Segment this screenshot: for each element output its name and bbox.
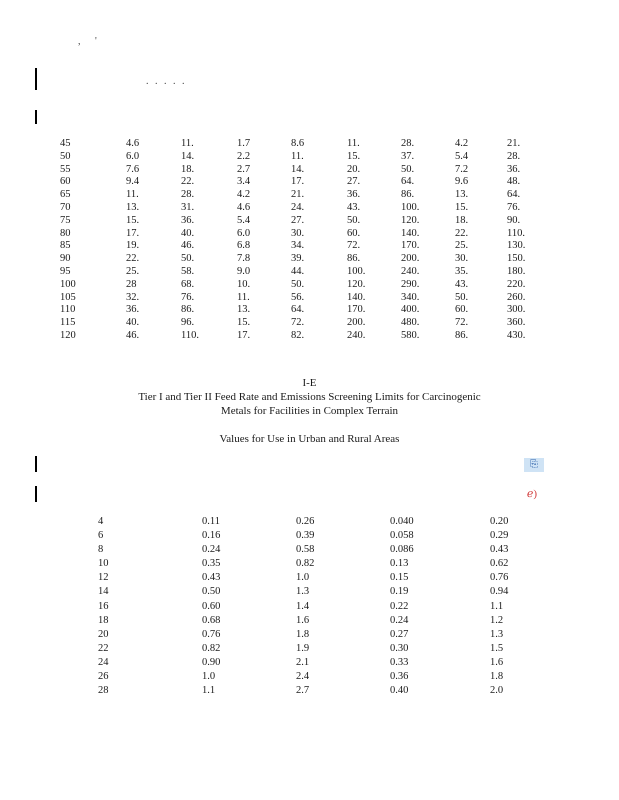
table-cell: 0.43 [490,544,509,556]
table-cell: 30. [291,227,305,239]
table-cell: 0.76 [490,572,509,584]
table-cell: 2.7 [296,685,310,697]
table-cell: 1.1 [490,600,504,612]
table-cell: 4.6 [126,138,140,149]
table-cell: 76. [181,291,195,303]
table-cell: 60 [60,176,71,188]
table-cell: 10 [98,558,109,570]
table-cell: 115 [60,317,76,329]
table-row [98,543,540,557]
table-cell: 6 [98,530,104,542]
table-cell: 1.3 [296,586,310,598]
table-row [60,202,547,215]
header-specks: . . . . . [146,76,187,87]
table-cell: 14 [98,586,109,598]
table-cell: 48. [507,176,521,188]
table-cell: 580. [401,329,420,341]
table-cell: 180. [507,265,526,277]
table-cell: 2.7 [237,163,251,175]
table-cell: 200. [401,253,420,265]
table-cell: 1.0 [296,572,310,584]
table-cell: 27. [347,176,361,188]
table-cell: 0.30 [390,642,409,654]
table-cell: 18. [455,214,469,226]
table-cell: 72. [347,240,361,252]
table-cell: 0.24 [202,544,221,556]
table-row [98,684,540,698]
table-cell: 64. [401,176,415,188]
table-cell: 0.13 [390,558,409,570]
table-cell: 24. [291,201,305,213]
table-cell: 11. [237,291,250,303]
table-cell: 64. [291,304,305,316]
table-cell: 8 [98,544,104,556]
table-cell: 0.040 [390,516,414,527]
table-cell: 30. [455,253,469,265]
table-cell: 13. [455,189,469,201]
table-row [60,138,547,151]
change-bar [35,456,37,472]
table-cell: 18 [98,614,109,626]
table-cell: 15. [455,201,469,213]
table-label: I-E [302,377,317,389]
table-cell: 25. [455,240,469,252]
table-row [60,228,547,241]
table-cell: 22. [181,176,195,188]
table-cell: 72. [455,317,469,329]
table-cell: 2.4 [296,671,310,683]
table-cell: 18. [181,163,195,175]
table-cell: 14. [181,150,195,162]
table-cell: 28 [126,278,137,290]
table-row [60,330,547,343]
table-cell: 31. [181,201,195,213]
table-cell: 0.19 [390,586,409,598]
bookmark-icon[interactable]: ⎘ [524,458,544,472]
table-cell: 20 [98,628,109,640]
table-row [98,642,540,656]
table-cell: 140. [347,291,366,303]
table-row [60,253,547,266]
table-cell: 0.29 [490,530,509,542]
table-cell: 86. [181,304,195,316]
table-cell: 0.62 [490,558,509,570]
table-cell: 9.4 [126,176,140,188]
table-cell: 26 [98,671,109,683]
table-row [98,557,540,571]
table-cell: 17. [291,176,305,188]
table-cell: 40. [126,317,140,329]
table-cell: 50. [181,253,195,265]
table-cell: 0.35 [202,558,221,570]
table-row [98,656,540,670]
table-cell: 200. [347,317,366,329]
table-row [98,529,540,543]
table-cell: 0.60 [202,600,221,612]
table-cell: 4.2 [455,138,469,149]
change-bar [35,110,37,124]
table-cell: 4 [98,516,104,527]
table-cell: 45 [60,138,71,149]
table-title-line2: Metals for Facilities in Complex Terrain [220,405,399,417]
table-cell: 9.0 [237,265,251,277]
table-cell: 28 [98,685,109,697]
table-cell: 96. [181,317,195,329]
table-cell: 36. [126,304,140,316]
table-cell: 60. [455,304,469,316]
table-cell: 55 [60,163,71,175]
table-cell: 1.4 [296,600,310,612]
table-cell: 50 [60,150,71,162]
table-cell: 110. [507,227,525,239]
table-cell: 11. [291,150,304,162]
table-title-line1: Tier I and Tier II Feed Rate and Emissions Screening Limits for Carcinogenic [138,391,481,403]
table-cell: 11. [181,138,194,149]
table-cell: 20. [347,163,361,175]
table-cell: 3.4 [237,176,251,188]
header-specks: , ' [78,36,103,47]
table-cell: 15. [237,317,251,329]
table-row [98,614,540,628]
table-row [60,292,547,305]
table-cell: 170. [401,240,420,252]
table-cell: 90 [60,253,71,265]
table-cell: 25. [126,265,140,277]
table-cell: 130. [507,240,526,252]
table-cell: 0.15 [390,572,409,584]
table-cell: 43. [455,278,469,290]
table-cell: 5.4 [237,214,251,226]
table-cell: 21. [291,189,305,201]
table-cell: 13. [126,201,140,213]
table-cell: 15. [347,150,361,162]
table-cell: 43. [347,201,361,213]
table-cell: 0.20 [490,516,509,527]
table-cell: 32. [126,291,140,303]
table-cell: 6.0 [126,150,140,162]
table-cell: 340. [401,291,420,303]
table-cell: 46. [181,240,195,252]
table-cell: 85 [60,240,71,252]
table-cell: 0.94 [490,586,509,598]
table-cell: 100. [401,201,420,213]
table-cell: 86. [347,253,361,265]
table-cell: 0.76 [202,628,221,640]
table-row [98,670,540,684]
table-cell: 46. [126,329,140,341]
table-cell: 50. [291,278,305,290]
table-row [60,151,547,164]
table-cell: 10. [237,278,251,290]
table-cell: 2.2 [237,150,251,162]
table-cell: 28. [507,150,521,162]
table-cell: 35. [455,265,469,277]
table-cell: 22. [455,227,469,239]
table-row [60,176,547,189]
table-cell: 76. [507,201,521,213]
table-row [60,164,547,177]
table-cell: 4.2 [237,189,251,201]
table-row [60,189,547,202]
table-cell: 260. [507,291,526,303]
table-cell: 40. [181,227,195,239]
table-row [60,304,547,317]
table-cell: 65 [60,189,71,201]
table-cell: 0.24 [390,614,409,626]
table-cell: 11. [347,138,360,149]
table-cell: 6.8 [237,240,251,252]
table-cell: 50. [401,163,415,175]
table-cell: 400. [401,304,420,316]
table-cell: 1.9 [296,642,310,654]
table-cell: 7.6 [126,163,140,175]
table-row [60,317,547,330]
table-cell: 7.8 [237,253,251,265]
table-cell: 86. [455,329,469,341]
table-cell: 7.2 [455,163,469,175]
table-cell: 0.82 [202,642,221,654]
table-row [98,571,540,585]
table-cell: 44. [291,265,305,277]
feed-rate-table-flat-terrain [60,138,547,343]
table-cell: 15. [126,214,140,226]
table-cell: 24 [98,656,109,668]
table-cell: 2.0 [490,685,504,697]
table-cell: 8.6 [291,138,305,149]
table-cell: 95 [60,265,71,277]
table-cell: 360. [507,317,526,329]
table-cell: 0.39 [296,530,315,542]
table-cell: 50. [347,214,361,226]
table-cell: 68. [181,278,195,290]
table-cell: 90. [507,214,521,226]
table-cell: 5.4 [455,150,469,162]
table-cell: 300. [507,304,526,316]
table-cell: 27. [291,214,305,226]
table-cell: 58. [181,265,195,277]
table-cell: 240. [347,329,366,341]
table-cell: 39. [291,253,305,265]
table-cell: 220. [507,278,526,290]
table-cell: 120. [347,278,366,290]
table-cell: 1.3 [490,628,504,640]
table-cell: 100 [60,278,76,290]
table-cell: 105 [60,291,76,303]
table-cell: 50. [455,291,469,303]
table-cell: 290. [401,278,420,290]
table-cell: 56. [291,291,305,303]
table-cell: 36. [347,189,361,201]
table-cell: 82. [291,329,305,341]
table-cell: 1.7 [237,138,251,149]
table-cell: 0.36 [390,671,409,683]
table-cell: 17. [237,329,251,341]
change-bar [35,486,37,502]
table-cell: 4.6 [237,201,251,213]
table-row [60,266,547,279]
table-cell: 0.16 [202,530,221,542]
table-cell: 12 [98,572,109,584]
table-cell: 60. [347,227,361,239]
table-cell: 19. [126,240,140,252]
table-cell: 1.6 [296,614,310,626]
table-cell: 1.0 [202,671,216,683]
table-cell: 28. [181,189,195,201]
table-cell: 110. [181,329,199,341]
table-cell: 0.22 [390,600,409,612]
table-row [98,628,540,642]
table-cell: 13. [237,304,251,316]
table-cell: 0.33 [390,656,409,668]
table-cell: 120 [60,329,76,341]
table-cell: 16 [98,600,109,612]
table-cell: 22 [98,642,109,654]
table-row [60,215,547,228]
table-cell: 0.058 [390,530,414,542]
table-cell: 6.0 [237,227,251,239]
table-cell: 86. [401,189,415,201]
table-cell: 100. [347,265,366,277]
table-cell: 0.82 [296,558,315,570]
table-cell: 0.27 [390,628,409,640]
table-cell: 480. [401,317,420,329]
table-cell: 0.11 [202,516,220,527]
table-cell: 34. [291,240,305,252]
table-cell: 2.1 [296,656,310,668]
table-cell: 75 [60,214,71,226]
table-cell: 170. [347,304,366,316]
table-cell: 1.8 [296,628,310,640]
table-row [98,600,540,614]
table-cell: 0.40 [390,685,409,697]
table-row [98,515,540,529]
table-cell: 0.086 [390,544,414,556]
table-cell: 80 [60,227,71,239]
table-cell: 1.2 [490,614,504,626]
table-cell: 150. [507,253,526,265]
table-row [60,240,547,253]
table-cell: 64. [507,189,521,201]
table-row [98,585,540,599]
table-cell: 28. [401,138,415,149]
comment-icon[interactable]: ℯ) [526,488,538,500]
table-row [60,279,547,292]
table-cell: 0.90 [202,656,221,668]
table-cell: 0.26 [296,516,315,527]
table-cell: 240. [401,265,420,277]
table-cell: 120. [401,214,420,226]
table-cell: 37. [401,150,415,162]
feed-rate-table-complex-terrain [98,515,540,698]
table-cell: 0.58 [296,544,315,556]
table-cell: 72. [291,317,305,329]
table-cell: 430. [507,329,526,341]
table-subtitle: Values for Use in Urban and Rural Areas [219,433,400,445]
table-cell: 1.1 [202,685,216,697]
table-cell: 36. [507,163,521,175]
table-cell: 17. [126,227,140,239]
change-bar [35,68,37,90]
table-cell: 0.50 [202,586,221,598]
table-cell: 70 [60,201,71,213]
table-cell: 36. [181,214,195,226]
table-cell: 21. [507,138,521,149]
table-cell: 110 [60,304,76,316]
table-cell: 0.68 [202,614,221,626]
table-cell: 22. [126,253,140,265]
table-cell: 9.6 [455,176,469,188]
table-cell: 140. [401,227,420,239]
table-cell: 11. [126,189,139,201]
table-cell: 14. [291,163,305,175]
table-cell: 1.8 [490,671,504,683]
table-cell: 0.43 [202,572,221,584]
table-cell: 1.6 [490,656,504,668]
table-cell: 1.5 [490,642,504,654]
